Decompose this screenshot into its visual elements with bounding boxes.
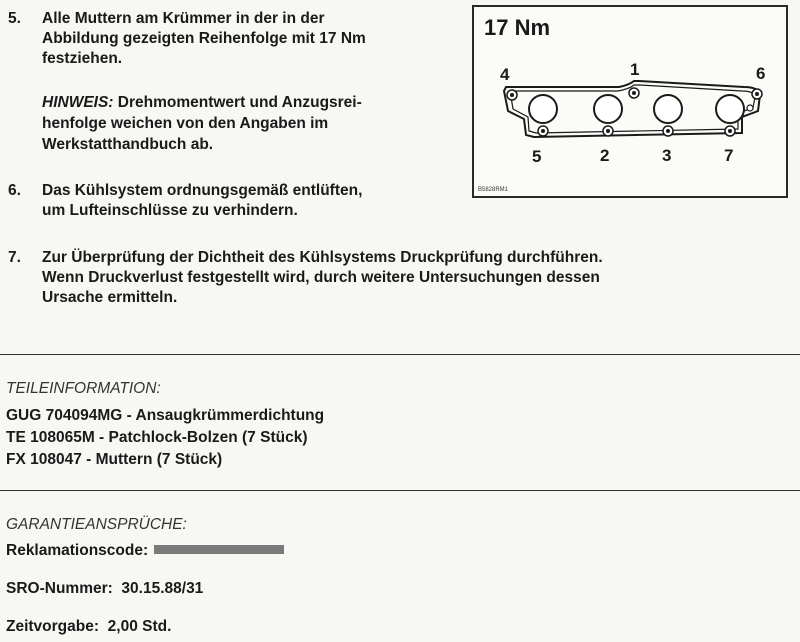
time-allowance-label: Zeitvorgabe: [6,618,100,635]
bolt-label-5: 5 [532,147,542,166]
parts-item: FX 108047 - Muttern (7 Stück) [6,451,223,468]
locating-hole [747,105,753,111]
sro-number-row [6,580,203,598]
parts-section-title: TEILEINFORMATION: [6,380,161,397]
bolt-label-2: 2 [600,146,610,165]
sro-number-value: 30.15.88/31 [121,580,204,597]
bolt-4 [507,90,517,100]
step-5-line-3: festziehen. [42,50,123,67]
redacted-claim-code [154,545,284,554]
step-7 [8,248,788,312]
hint-line-1-text: Drehmomentwert und Anzugsrei- [113,94,362,111]
parts-item: TE 108065M - Patchlock-Bolzen (7 Stück) [6,429,308,446]
parts-item: GUG 704094MG - Ansaugkrümmerdichtung [6,407,325,424]
step-5-line-2: Abbildung gezeigten Reihenfolge mit 17 Nm [42,30,366,47]
time-allowance-row [6,618,171,636]
hint-note [42,92,460,155]
step-text [42,248,778,308]
section-divider [0,354,800,355]
torque-value: 17 Nm [484,15,551,40]
step-text [42,181,462,221]
step-6-line-2: um Lufteinschlüsse zu verhindern. [42,202,298,219]
sro-number-label: SRO-Nummer: [6,580,113,597]
claim-code-row [6,542,284,560]
warranty-section-title: GARANTIEANSPRÜCHE: [6,516,187,533]
port-2 [594,95,622,123]
step-7-line-2: Wenn Druckverlust festgestellt wird, durch weitere Untersuchungen dessen [42,269,600,286]
hint-label: HINWEIS: [42,94,114,111]
port-3 [654,95,682,123]
tightening-sequence-figure [472,5,788,198]
step-number: 5. [8,10,21,27]
hint-line-1 [42,92,460,113]
claim-code-label: Reklamationscode: [6,542,149,559]
bolt-5 [538,126,548,136]
step-text [42,9,462,69]
manifold-diagram [474,7,786,196]
figure-ref-code: B5828RM1 [478,187,509,193]
step-number: 6. [8,182,21,199]
step-5-line-1: Alle Muttern am Krümmer in der in der [42,10,325,27]
step-7-line-3: Ursache ermitteln. [42,289,178,306]
bolt-2 [603,126,613,136]
parts-list [6,405,324,471]
hint-line-2: henfolge weichen von den Angaben im [42,115,329,132]
step-6-line-1: Das Kühlsystem ordnungsgemäß entlüften, [42,182,363,199]
bolt-label-1: 1 [630,60,640,79]
section-divider [0,490,800,491]
step-5 [8,9,460,69]
port-4 [716,95,744,123]
port-1 [529,95,557,123]
hint-line-3: Werkstatthandbuch ab. [42,136,214,153]
bolt-label-4: 4 [500,65,510,84]
step-7-line-1: Zur Überprüfung der Dichtheit des Kühlsystems Druckprüfung durchführen. [42,249,603,266]
bolt-3 [663,126,673,136]
step-6 [8,181,460,223]
time-allowance-value: 2,00 Std. [107,618,172,635]
bolt-label-7: 7 [724,146,734,165]
bolt-7 [725,126,735,136]
bolt-1 [629,88,639,98]
step-number: 7. [8,249,21,266]
bolt-label-3: 3 [662,146,672,165]
bolt-6 [752,89,762,99]
bolt-label-6: 6 [756,64,766,83]
